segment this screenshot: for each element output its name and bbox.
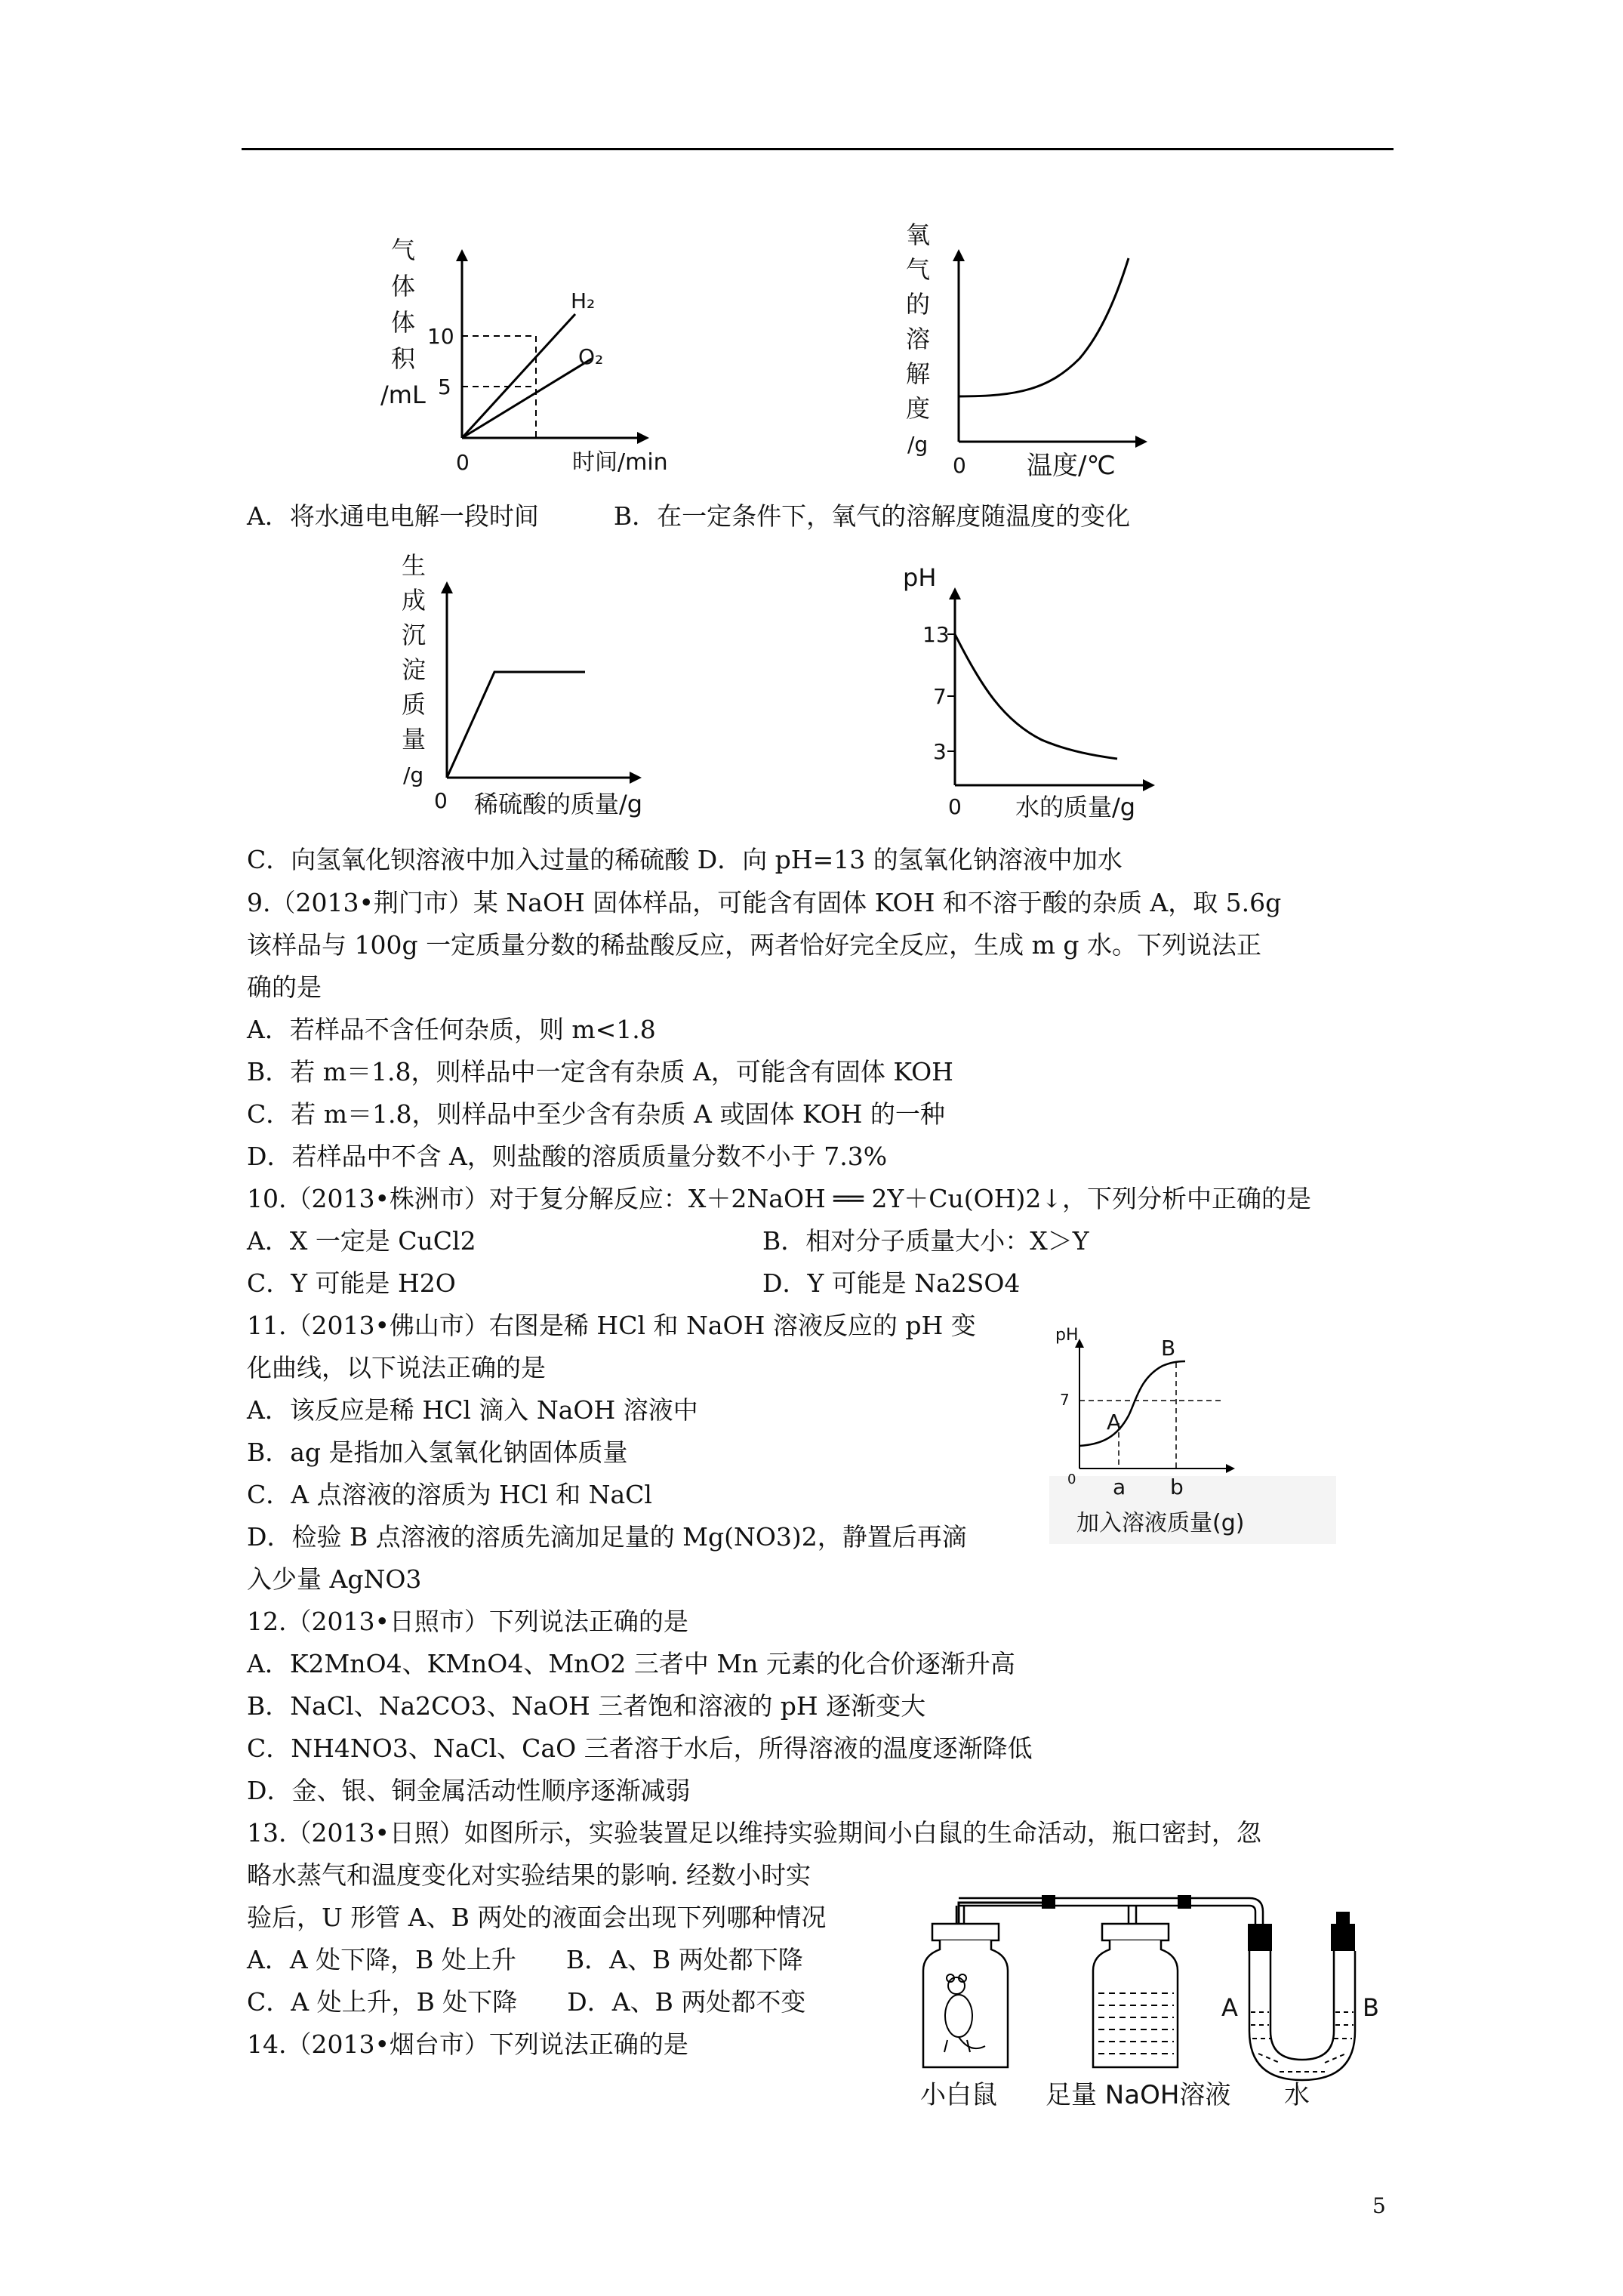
q13-line-2: 略水蒸气和温度变化对实验结果的影响. 经数小时实 xyxy=(247,1860,811,1890)
q11-fig-xlabel: 加入溶液质量(g) xyxy=(1076,1510,1245,1536)
q11-fig-origin: 0 xyxy=(1067,1472,1076,1487)
fig-d-ylabel: pH xyxy=(903,563,937,592)
q10-option-c: C．Y 可能是 H2O xyxy=(247,1268,456,1298)
fig-d-xlabel: 水的质量/g xyxy=(1015,793,1136,821)
fig-a-series-h2: H₂ xyxy=(571,288,596,313)
fig-c-ylabel-3: 沉 xyxy=(402,621,427,649)
q13-line-3: 验后，U 形管 A、B 两处的液面会出现下列哪种情况 xyxy=(247,1903,827,1932)
q10-option-d: D．Y 可能是 Na2SO4 xyxy=(762,1268,1021,1298)
figure-b-oxygen-solubility xyxy=(898,211,1200,491)
q9-option-a: A．若样品不含任何杂质，则 m<1.8 xyxy=(247,1015,656,1044)
q13-caption-mouse: 小白鼠 xyxy=(920,2080,997,2110)
fig-b-ylabel-3: 的 xyxy=(906,290,931,319)
q11-fig-xa: a xyxy=(1113,1475,1126,1499)
fig-b-ylabel-4: 溶 xyxy=(906,325,931,353)
q11-fig-tick-7: 7 xyxy=(1060,1391,1070,1409)
q11-option-c: C．A 点溶液的溶质为 HCl 和 NaCl xyxy=(247,1480,652,1509)
fig-b-ylabel-7: /g xyxy=(907,432,929,457)
q11-option-a: A．该反应是稀 HCl 滴入 NaOH 溶液中 xyxy=(247,1395,698,1425)
q12-option-b: B．NaCl、Na2CO3、NaOH 三者饱和溶液的 pH 逐渐变大 xyxy=(247,1691,926,1721)
fig-c-ylabel-7: /g xyxy=(403,763,424,787)
q14-line-1: 14.（2013•烟台市）下列说法正确的是 xyxy=(247,2029,688,2059)
q10-line-1: 10.（2013•株洲市）对于复分解反应：X＋2NaOH ══ 2Y＋Cu(OH)2↓，下列分析中正确的是 xyxy=(247,1184,1312,1213)
fig-a-tick-5: 5 xyxy=(438,374,451,399)
page-number: 5 xyxy=(1372,2193,1386,2218)
q11-line-2: 化曲线，以下说法正确的是 xyxy=(247,1353,546,1382)
q9-line-1: 9.（2013•荆门市）某 NaOH 固体样品，可能含有固体 KOH 和不溶于酸的杂质 A，取 5.6g xyxy=(247,888,1282,917)
q13-options-cd: C．A 处上升，B 处下降 D．A、B 两处都不变 xyxy=(247,1987,806,2017)
fig-a-ylabel-2: 体 xyxy=(391,272,416,300)
q11-option-d: D．检验 B 点溶液的溶质先滴加足量的 Mg(NO3)2，静置后再滴 xyxy=(247,1522,967,1552)
q12-option-d: D．金、银、铜金属活动性顺序逐渐减弱 xyxy=(247,1776,691,1805)
fig-b-ylabel-6: 度 xyxy=(906,394,931,423)
q13-label-a: A xyxy=(1221,1993,1238,2022)
q13-caption-water: 水 xyxy=(1284,2080,1310,2110)
q9-option-c: C．若 m＝1.8，则样品中至少含有杂质 A 或固体 KOH 的一种 xyxy=(247,1099,945,1129)
figure-q13-apparatus xyxy=(917,1865,1385,2114)
fig-b-ylabel-5: 解 xyxy=(906,359,931,388)
fig-c-ylabel-2: 成 xyxy=(402,586,427,615)
q9-line-3: 确的是 xyxy=(247,972,322,1002)
q11-option-d-cont: 入少量 AgNO3 xyxy=(247,1564,422,1594)
captions-cd: C．向氢氧化钡溶液中加入过量的稀硫酸 D．向 pH=13 的氢氧化钠溶液中加水 xyxy=(247,845,1123,874)
fig-a-xlabel: 时间/min xyxy=(572,449,668,476)
fig-d-tick-7: 7 xyxy=(933,684,947,709)
q11-line-1: 11.（2013•佛山市）右图是稀 HCl 和 NaOH 溶液反应的 pH 变 xyxy=(247,1311,976,1340)
q9-option-b: B．若 m＝1.8，则样品中一定含有杂质 A，可能含有固体 KOH xyxy=(247,1057,953,1086)
captions-ab: A．将水通电电解一段时间 B．在一定条件下，氧气的溶解度随温度的变化 xyxy=(247,501,1131,531)
fig-b-origin: 0 xyxy=(953,453,966,478)
q11-point-a: A xyxy=(1107,1410,1122,1435)
q11-option-b: B．ag 是指加入氢氧化钠固体质量 xyxy=(247,1438,628,1467)
fig-a-ylabel-4: 积 xyxy=(391,344,416,373)
q13-line-1: 13.（2013•日照）如图所示，实验装置足以维持实验期间小白鼠的生命活动，瓶口密封，忽 xyxy=(247,1818,1261,1848)
q13-caption-naoh: 足量 NaOH溶液 xyxy=(1046,2080,1231,2110)
fig-d-tick-3: 3 xyxy=(933,739,947,764)
fig-a-ylabel-5: /mL xyxy=(380,381,426,409)
q11-fig-ylabel: pH xyxy=(1055,1326,1079,1345)
header-rule xyxy=(242,148,1394,150)
figure-a-electrolysis xyxy=(377,219,694,491)
q12-option-c: C．NH4NO3、NaCl、CaO 三者溶于水后，所得溶液的温度逐渐降低 xyxy=(247,1734,1033,1763)
fig-d-origin: 0 xyxy=(948,794,962,819)
fig-b-ylabel-1: 氧 xyxy=(906,220,931,249)
q13-options-ab: A．A 处下降，B 处上升 B．A、B 两处都下降 xyxy=(247,1945,803,1974)
fig-a-tick-10: 10 xyxy=(427,324,454,349)
fig-b-ylabel-2: 气 xyxy=(906,255,931,284)
fig-c-ylabel-4: 淀 xyxy=(402,655,427,684)
q9-line-2: 该样品与 100g 一定质量分数的稀盐酸反应，两者恰好完全反应，生成 m g 水。下列说法正 xyxy=(247,930,1261,960)
fig-a-origin: 0 xyxy=(456,450,470,475)
figure-d-ph-dilution xyxy=(891,559,1193,831)
fig-c-origin: 0 xyxy=(434,788,448,813)
fig-b-xlabel: 温度/℃ xyxy=(1027,451,1116,481)
q10-option-a: A．X 一定是 CuCl2 xyxy=(247,1226,476,1256)
fig-a-series-o2: O₂ xyxy=(578,344,604,369)
fig-a-ylabel-1: 气 xyxy=(391,236,416,264)
q13-label-b: B xyxy=(1363,1993,1379,2022)
q10-option-b: B．相对分子质量大小：X＞Y xyxy=(762,1226,1089,1256)
fig-c-ylabel-1: 生 xyxy=(402,551,427,580)
q9-option-d: D．若样品中不含 A，则盐酸的溶质质量分数不小于 7.3% xyxy=(247,1142,888,1171)
figure-q11-titration xyxy=(1049,1318,1336,1544)
q11-fig-xb: b xyxy=(1170,1475,1184,1499)
fig-a-ylabel-3: 体 xyxy=(391,308,416,337)
fig-c-ylabel-6: 量 xyxy=(402,725,427,754)
figure-c-precipitate xyxy=(393,551,694,831)
q11-point-b: B xyxy=(1161,1336,1176,1361)
q12-line-1: 12.（2013•日照市）下列说法正确的是 xyxy=(247,1607,688,1636)
q12-option-a: A．K2MnO4、KMnO4、MnO2 三者中 Mn 元素的化合价逐渐升高 xyxy=(247,1649,1015,1678)
fig-c-ylabel-5: 质 xyxy=(402,690,427,719)
fig-c-xlabel: 稀硫酸的质量/g xyxy=(474,790,643,818)
fig-d-tick-13: 13 xyxy=(922,622,950,647)
